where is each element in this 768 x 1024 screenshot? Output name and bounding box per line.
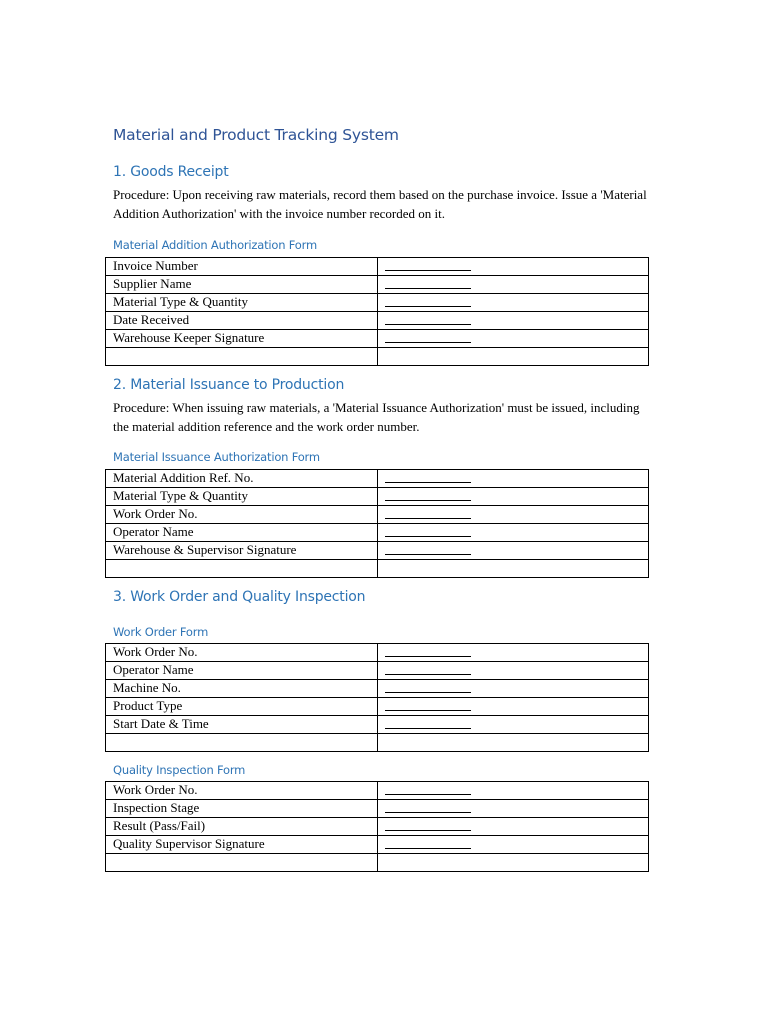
field-label: Machine No.: [106, 680, 378, 698]
field-label: Quality Supervisor Signature: [106, 836, 378, 854]
field-label: Product Type: [106, 698, 378, 716]
field-label: Start Date & Time: [106, 716, 378, 734]
field-label: Warehouse Keeper Signature: [106, 330, 378, 348]
section-procedure-goods-receipt: Procedure: Upon receiving raw materials, record them based on the purchase invoice. Issue a 'Material Addition Authorization' with the invoice number recorded on it.: [113, 187, 647, 221]
section-heading-goods-receipt: 1. Goods Receipt: [113, 164, 229, 180]
table-row: [106, 782, 649, 800]
field-value[interactable]: [378, 258, 649, 276]
table-row: [106, 312, 649, 330]
field-label: Material Type & Quantity: [106, 294, 378, 312]
table-row: [106, 258, 649, 276]
blank-line: [385, 331, 471, 343]
empty-cell[interactable]: [378, 560, 649, 578]
field-value[interactable]: [378, 294, 649, 312]
table-row: [106, 276, 649, 294]
blank-line: [385, 801, 471, 813]
table-row: [106, 662, 649, 680]
table-row: [106, 524, 649, 542]
blank-line: [385, 783, 471, 795]
field-label: Date Received: [106, 312, 378, 330]
field-value[interactable]: [378, 662, 649, 680]
field-label: Work Order No.: [106, 782, 378, 800]
field-value[interactable]: [378, 782, 649, 800]
blank-line: [385, 663, 471, 675]
material-addition-form-table: [105, 257, 649, 366]
blank-line: [385, 259, 471, 271]
field-value[interactable]: [378, 312, 649, 330]
table-row: [106, 470, 649, 488]
field-value[interactable]: [378, 524, 649, 542]
table-row: [106, 644, 649, 662]
table-row: [106, 680, 649, 698]
field-value[interactable]: [378, 836, 649, 854]
field-value[interactable]: [378, 506, 649, 524]
blank-line: [385, 717, 471, 729]
field-label: Result (Pass/Fail): [106, 818, 378, 836]
blank-line: [385, 543, 471, 555]
table-row: [106, 818, 649, 836]
quality-inspection-form-table: [105, 781, 649, 872]
form-title-quality-inspection: Quality Inspection Form: [113, 763, 246, 777]
table-row: [106, 542, 649, 560]
table-row-empty: [106, 348, 649, 366]
table-row: [106, 716, 649, 734]
table-row-empty: [106, 734, 649, 752]
blank-line: [385, 313, 471, 325]
form-title-material-addition: Material Addition Authorization Form: [113, 238, 317, 252]
table-row: [106, 294, 649, 312]
empty-cell[interactable]: [378, 348, 649, 366]
blank-line: [385, 837, 471, 849]
table-row: [106, 506, 649, 524]
blank-line: [385, 471, 471, 483]
blank-line: [385, 277, 471, 289]
document-title: Material and Product Tracking System: [113, 126, 399, 144]
blank-line: [385, 699, 471, 711]
field-label: Material Type & Quantity: [106, 488, 378, 506]
blank-line: [385, 489, 471, 501]
field-label: Work Order No.: [106, 506, 378, 524]
material-issuance-form-table: [105, 469, 649, 578]
blank-line: [385, 507, 471, 519]
empty-cell[interactable]: [106, 348, 378, 366]
field-value[interactable]: [378, 470, 649, 488]
blank-line: [385, 295, 471, 307]
field-value[interactable]: [378, 800, 649, 818]
empty-cell[interactable]: [378, 854, 649, 872]
section-heading-work-order-quality: 3. Work Order and Quality Inspection: [113, 589, 366, 605]
field-label: Inspection Stage: [106, 800, 378, 818]
table-row-empty: [106, 854, 649, 872]
field-label: Warehouse & Supervisor Signature: [106, 542, 378, 560]
table-row-empty: [106, 560, 649, 578]
blank-line: [385, 819, 471, 831]
section-heading-material-issuance: 2. Material Issuance to Production: [113, 377, 345, 393]
table-row: [106, 330, 649, 348]
field-label: Material Addition Ref. No.: [106, 470, 378, 488]
form-title-material-issuance: Material Issuance Authorization Form: [113, 450, 320, 464]
field-value[interactable]: [378, 716, 649, 734]
blank-line: [385, 681, 471, 693]
field-value[interactable]: [378, 276, 649, 294]
table-row: [106, 488, 649, 506]
field-value[interactable]: [378, 680, 649, 698]
form-title-work-order: Work Order Form: [113, 625, 209, 639]
table-row: [106, 698, 649, 716]
field-label: Operator Name: [106, 662, 378, 680]
empty-cell[interactable]: [106, 854, 378, 872]
field-label: Work Order No.: [106, 644, 378, 662]
empty-cell[interactable]: [106, 560, 378, 578]
section-procedure-material-issuance: Procedure: When issuing raw materials, a 'Material Issuance Authorization' must be issued, including the material addition reference and the work order number.: [113, 400, 640, 434]
work-order-form-table: [105, 643, 649, 752]
field-label: Supplier Name: [106, 276, 378, 294]
field-value[interactable]: [378, 488, 649, 506]
blank-line: [385, 645, 471, 657]
empty-cell[interactable]: [106, 734, 378, 752]
blank-line: [385, 525, 471, 537]
field-label: Operator Name: [106, 524, 378, 542]
field-value[interactable]: [378, 644, 649, 662]
field-value[interactable]: [378, 330, 649, 348]
field-value[interactable]: [378, 818, 649, 836]
field-value[interactable]: [378, 698, 649, 716]
field-value[interactable]: [378, 542, 649, 560]
empty-cell[interactable]: [378, 734, 649, 752]
table-row: [106, 836, 649, 854]
table-row: [106, 800, 649, 818]
field-label: Invoice Number: [106, 258, 378, 276]
